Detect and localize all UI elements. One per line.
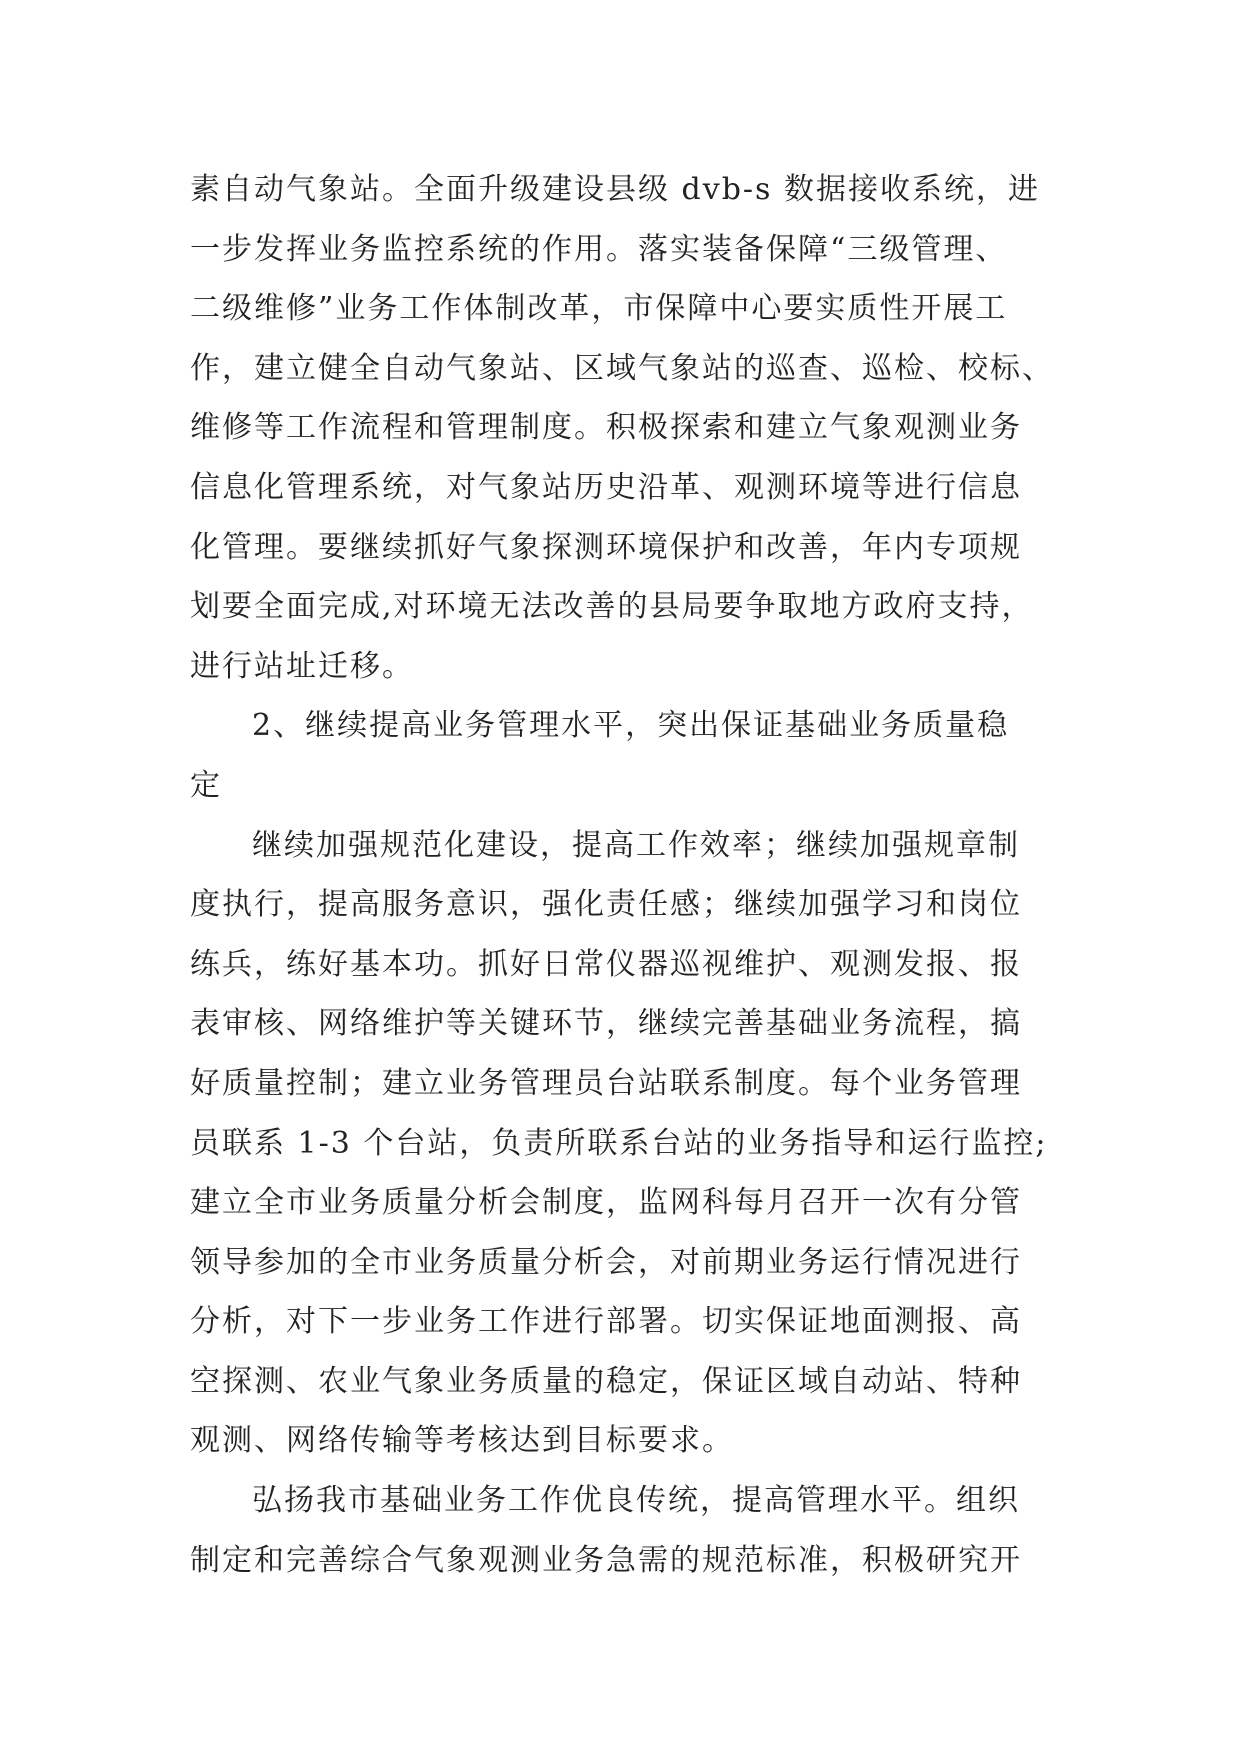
text-line: 划要全面完成,对环境无法改善的县局要争取地方政府支持，	[190, 589, 1034, 625]
text-line: 员联系 1-3 个台站，负责所联系台站的业务指导和运行监控;	[190, 1125, 1048, 1161]
text-line: 二级维修”业务工作体制改革，市保障中心要实质性开展工	[190, 291, 1008, 327]
text-line: 练兵，练好基本功。抓好日常仪器巡视维护、观测发报、报	[190, 946, 1022, 982]
text-line: 好质量控制；建立业务管理员台站联系制度。每个业务管理	[190, 1065, 1022, 1101]
text-line: 维修等工作流程和管理制度。积极探索和建立气象观测业务	[190, 410, 1022, 446]
text-line: 分析，对下一步业务工作进行部署。切实保证地面测报、高	[190, 1304, 1022, 1340]
text-line: 度执行，提高服务意识，强化责任感；继续加强学习和岗位	[190, 887, 1022, 923]
text-line: 化管理。要继续抓好气象探测环境保护和改善，年内专项规	[190, 529, 1022, 565]
text-line: 建立全市业务质量分析会制度，监网科每月召开一次有分管	[190, 1185, 1022, 1221]
text-line: 信息化管理系统，对气象站历史沿革、观测环境等进行信息	[190, 469, 1022, 505]
text-line: 观测、网络传输等考核达到目标要求。	[190, 1423, 734, 1459]
text-line: 进行站址迁移。	[190, 648, 414, 684]
text-line: 继续加强规范化建设，提高工作效率；继续加强规章制	[252, 827, 1020, 863]
text-line: 领导参加的全市业务质量分析会，对前期业务运行情况进行	[190, 1244, 1022, 1280]
text-line: 作，建立健全自动气象站、区域气象站的巡查、巡检、校标、	[190, 350, 1054, 386]
text-line: 定	[190, 767, 222, 803]
text-line: 弘扬我市基础业务工作优良传统，提高管理水平。组织	[252, 1483, 1020, 1519]
text-line: 制定和完善综合气象观测业务急需的规范标准，积极研究开	[190, 1542, 1022, 1578]
document-body	[190, 160, 1070, 1590]
text-line: 表审核、网络维护等关键环节，继续完善基础业务流程，搞	[190, 1006, 1022, 1042]
text-line: 一步发挥业务监控系统的作用。落实装备保障“三级管理、	[190, 231, 1008, 267]
text-line: 素自动气象站。全面升级建设县级 dvb-s 数据接收系统，进	[190, 172, 1040, 207]
text-line: 2、继续提高业务管理水平，突出保证基础业务质量稳	[252, 708, 1010, 744]
text-line: 空探测、农业气象业务质量的稳定，保证区域自动站、特种	[190, 1363, 1022, 1399]
